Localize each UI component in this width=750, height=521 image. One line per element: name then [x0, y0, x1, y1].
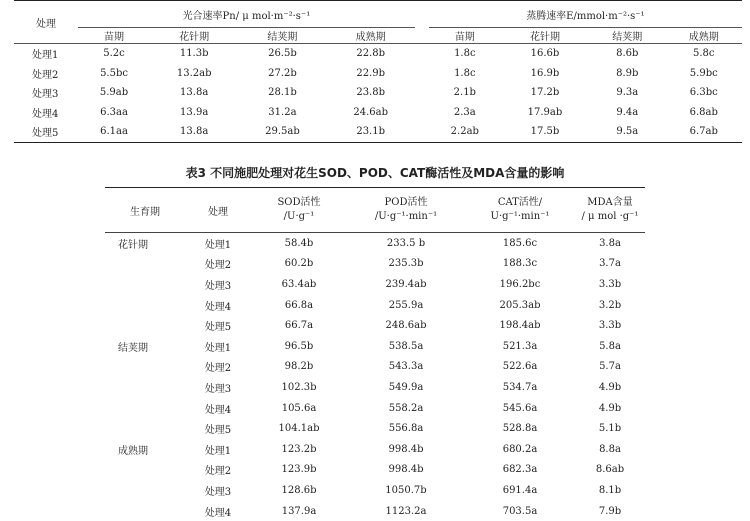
- treatment-column-header: 处理: [185, 188, 251, 233]
- cat-value: 185.6c: [502, 237, 538, 249]
- pod-value: 543.3a: [388, 361, 424, 373]
- pod-value: 1050.7b: [385, 484, 427, 496]
- mda-value: 3.7a: [599, 258, 621, 270]
- mda-value: 8.1b: [598, 484, 622, 496]
- e-value: 5.9bc: [689, 67, 718, 79]
- pn-value: 27.2b: [268, 67, 297, 79]
- pod-value: 233.5 b: [386, 237, 426, 249]
- sod-value: 123.2b: [281, 443, 317, 455]
- table-row: [105, 315, 645, 336]
- mda-value: 3.3b: [598, 320, 622, 332]
- pn-value: 11.3b: [179, 48, 209, 60]
- stage-label: [105, 377, 185, 398]
- mda-value: 4.9b: [598, 381, 622, 393]
- cat-value: 534.7a: [502, 381, 538, 393]
- stage-label: [105, 480, 185, 501]
- table-row: [14, 44, 742, 64]
- sod-value: 98.2b: [284, 361, 314, 373]
- treatment-label: 处理2: [204, 466, 232, 478]
- stage-label: [105, 295, 185, 316]
- stage-header: 花针期: [150, 28, 238, 44]
- cat-value: 691.4a: [502, 484, 538, 496]
- treatment-label: 处理2: [32, 69, 59, 81]
- sod-value: 102.3b: [281, 381, 317, 393]
- e-value: 1.8c: [454, 48, 476, 60]
- pn-value: 13.9a: [180, 106, 209, 118]
- stage-label: [105, 418, 185, 439]
- mda-value: 3.2b: [598, 299, 622, 311]
- table3-caption: 表3 不同施肥处理对花生SOD、POD、CAT酶活性及MDA含量的影响: [185, 166, 565, 180]
- pn-value: 24.6ab: [353, 106, 388, 118]
- treatment-label: 处理4: [204, 507, 232, 519]
- cat-value: 522.6a: [502, 361, 538, 373]
- cat-column-header: CAT活性/ U·g⁻¹·min⁻¹: [465, 188, 575, 233]
- e-value: 8.9b: [616, 67, 639, 79]
- e-value: 1.8c: [454, 67, 476, 79]
- pn-value: 31.2a: [268, 106, 297, 118]
- e-group-header: 蒸腾速率E/mmol·m⁻²·s⁻¹: [429, 1, 742, 28]
- e-value: 17.9ab: [527, 106, 563, 118]
- e-value: 9.5a: [589, 122, 665, 142]
- treatment-label: 处理5: [14, 122, 78, 142]
- sod-value: 66.8a: [284, 299, 314, 311]
- pn-value: 13.8a: [180, 87, 209, 99]
- table-row: [105, 460, 645, 481]
- table-row: [105, 357, 645, 378]
- sod-value: 60.2b: [284, 258, 314, 270]
- stage-header: 成熟期: [666, 28, 742, 44]
- e-value: 16.6b: [530, 48, 560, 60]
- e-value: 17.5b: [501, 122, 589, 142]
- mda-value: 3.8a: [599, 237, 621, 249]
- e-value: 9.3a: [616, 87, 639, 99]
- cat-value: 545.6a: [502, 402, 538, 414]
- e-value: 8.6b: [616, 48, 639, 60]
- stage-header: 结荚期: [238, 28, 326, 44]
- table-row: [105, 233, 645, 254]
- table-row: [105, 336, 645, 357]
- e-value: 6.3bc: [689, 87, 718, 99]
- stage-label: 花针期: [118, 239, 148, 251]
- treatment-label: 处理3: [32, 89, 59, 101]
- table-row: [105, 377, 645, 398]
- sod-value: 66.7a: [284, 320, 314, 332]
- e-value: 2.1b: [453, 87, 476, 99]
- pn-value: 23.1b: [327, 122, 415, 142]
- stage-label: [105, 398, 185, 419]
- pod-value: 549.9a: [388, 381, 424, 393]
- treatment-header: 处理: [14, 1, 78, 44]
- treatment-label: 处理1: [204, 239, 232, 251]
- sod-value: 137.9a: [281, 505, 317, 517]
- pod-value: 235.3b: [388, 258, 424, 270]
- treatment-label: 处理3: [204, 280, 232, 292]
- treatment-label: 处理5: [204, 322, 232, 334]
- table-row: [14, 83, 742, 103]
- mda-value: 5.8a: [599, 340, 621, 352]
- cat-value: 680.2a: [502, 443, 538, 455]
- cat-value: 528.8a: [502, 423, 538, 435]
- stage-label: [105, 274, 185, 295]
- stage-header: 结荚期: [589, 28, 665, 44]
- pn-value: 5.9ab: [99, 87, 129, 99]
- pn-value: 29.5ab: [238, 122, 326, 142]
- pod-value: 538.5a: [388, 340, 424, 352]
- table-row: [105, 439, 645, 460]
- cat-value: 198.4ab: [499, 320, 541, 332]
- treatment-label: 处理4: [204, 404, 232, 416]
- e-value: 6.7ab: [666, 122, 742, 142]
- treatment-label: 处理2: [204, 260, 232, 272]
- table-row: [105, 274, 645, 295]
- cat-value: 196.2bc: [499, 278, 541, 290]
- mda-value: 8.6ab: [595, 464, 625, 476]
- treatment-label: 处理4: [204, 301, 232, 313]
- e-value: 17.2b: [530, 87, 560, 99]
- treatment-label: 处理3: [204, 486, 232, 498]
- pn-value: 26.5b: [268, 48, 297, 60]
- sod-column-header: SOD活性 /U·g⁻¹: [251, 188, 347, 233]
- stage-header: 花针期: [501, 28, 589, 44]
- pod-value: 998.4b: [388, 464, 424, 476]
- pn-value: 5.5bc: [100, 67, 128, 79]
- e-value: 2.3a: [453, 106, 476, 118]
- mda-value: 5.1b: [598, 423, 622, 435]
- table-row: [105, 480, 645, 501]
- stage-header: 苗期: [78, 28, 150, 44]
- stage-label: [105, 357, 185, 378]
- cat-value: 521.3a: [502, 340, 538, 352]
- stage-label: 结荚期: [118, 342, 148, 354]
- treatment-label: 处理1: [204, 445, 232, 457]
- table-row: [14, 103, 742, 123]
- mda-value: 4.9b: [598, 402, 622, 414]
- stage-column-header: 生育期: [105, 188, 185, 233]
- pod-value: 255.9a: [388, 299, 424, 311]
- pn-value: 22.9b: [356, 67, 385, 79]
- pod-value: 1123.2a: [385, 505, 427, 517]
- treatment-label: 处理3: [204, 383, 232, 395]
- sod-value: 123.9b: [281, 464, 317, 476]
- enzyme-activity-table: [105, 187, 645, 521]
- table-row: [105, 254, 645, 275]
- pn-value: 28.1b: [268, 87, 297, 99]
- table-row: [105, 418, 645, 439]
- pn-value: 13.8a: [150, 122, 238, 142]
- mda-value: 5.7a: [599, 361, 621, 373]
- stage-label: [105, 501, 185, 521]
- treatment-label: 处理1: [204, 342, 232, 354]
- stage-header: 苗期: [429, 28, 501, 44]
- table-row: [14, 122, 742, 142]
- cat-value: 682.3a: [502, 464, 538, 476]
- treatment-label: 处理1: [32, 50, 59, 62]
- stage-label: 成熟期: [118, 445, 148, 457]
- sod-value: 96.5b: [284, 340, 314, 352]
- e-value: 9.4a: [616, 106, 639, 118]
- pod-value: 239.4ab: [385, 278, 427, 290]
- stage-label: [105, 315, 185, 336]
- pn-value: 6.1aa: [78, 122, 150, 142]
- pn-value: 13.2ab: [176, 67, 212, 79]
- sod-value: 58.4b: [284, 237, 314, 249]
- treatment-label: 处理2: [204, 363, 232, 375]
- e-value: 5.8c: [693, 48, 715, 60]
- cat-value: 703.5a: [502, 505, 538, 517]
- pod-value: 248.6ab: [385, 320, 427, 332]
- pn-value: 5.2c: [103, 48, 125, 60]
- pn-value: 23.8b: [356, 87, 385, 99]
- mda-value: 7.9b: [598, 505, 622, 517]
- table-row: [105, 295, 645, 316]
- e-value: 16.9b: [530, 67, 560, 79]
- e-value: 2.2ab: [429, 122, 501, 142]
- table-row: [105, 398, 645, 419]
- pod-value: 558.2a: [388, 402, 424, 414]
- sod-value: 104.1ab: [278, 423, 320, 435]
- sod-value: 128.6b: [281, 484, 317, 496]
- stage-label: [105, 460, 185, 481]
- pn-group-header: 光合速率Pn/ μ mol·m⁻²·s⁻¹: [78, 1, 415, 28]
- cat-value: 188.3c: [502, 258, 538, 270]
- e-value: 6.8ab: [689, 106, 718, 118]
- pod-column-header: POD活性 /U·g⁻¹·min⁻¹: [347, 188, 465, 233]
- pn-value: 22.8b: [356, 48, 385, 60]
- pod-value: 998.4b: [388, 443, 424, 455]
- sod-value: 105.6a: [281, 402, 317, 414]
- mda-column-header: MDA含量 / μ mol ·g⁻¹: [575, 188, 645, 233]
- sod-value: 63.4ab: [281, 278, 317, 290]
- stage-header: 成熟期: [327, 28, 415, 44]
- stage-label: [105, 254, 185, 275]
- pod-value: 556.8a: [388, 423, 424, 435]
- photosynthesis-table: [14, 0, 742, 143]
- mda-value: 8.8a: [599, 443, 621, 455]
- treatment-label: 处理5: [204, 425, 232, 437]
- pn-value: 6.3aa: [100, 106, 128, 118]
- cat-value: 205.3ab: [499, 299, 541, 311]
- table-row: [105, 501, 645, 521]
- mda-value: 3.3b: [598, 278, 622, 290]
- table-row: [14, 64, 742, 84]
- treatment-label: 处理4: [32, 108, 59, 120]
